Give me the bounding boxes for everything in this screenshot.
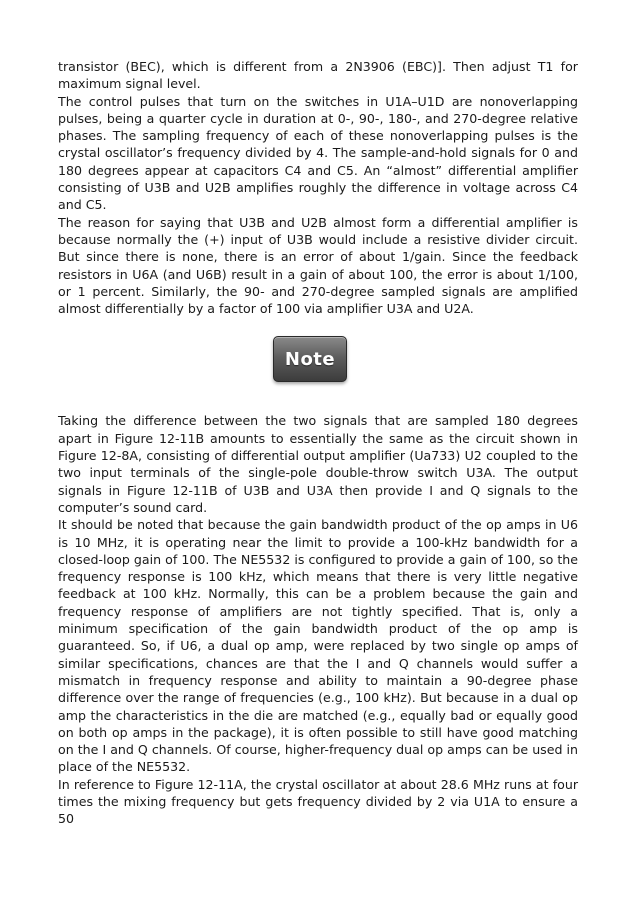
paragraph-control-pulses: The control pulses that turn on the switches in U1A–U1D are nonoverlapping pulses, being a quarter cycle in duration at 0-, 90-, 180-, and 270-degree relative phases. The sampling frequency of each of these nonoverlapping pulses is the crystal oscillator’s frequency divided by 4. The sample-and-hold signals for 0 and 180 degrees appear at capacitors C4 and C5. An “almost” differential amplifier consisting of U3B and U2B amplifies roughly the difference in voltage across C4 and C5. — [58, 93, 578, 213]
note-callout — [58, 317, 578, 412]
note-label: Note — [284, 348, 336, 370]
paragraph-note-body: Taking the difference between the two signals that are sampled 180 degrees apart in Figure 12-11B amounts to essentially the same as the circuit shown in Figure 12-8A, consisting of differential output amplifier (Ua733) U2 coupled to the two input terminals of the single-pole double-throw switch U3A. The output signals in Figure 12-11B of U3B and U3A then provide I and Q signals to the computer’s sound card. — [58, 413, 578, 515]
document-page — [58, 58, 578, 828]
note-icon — [273, 336, 347, 382]
paragraph-transistor-note: transistor (BEC), which is different from a 2N3906 (EBC)]. Then adjust T1 for maximum signal level. — [58, 59, 578, 92]
paragraph-crystal-oscillator: In reference to Figure 12-11A, the crystal oscillator at about 28.6 MHz runs at four times the mixing frequency but gets frequency divided by 2 via U1A to ensure a 50 — [58, 776, 578, 827]
paragraph-gain-bandwidth: It should be noted that because the gain bandwidth product of the op amps in U6 is 10 MHz, it is operating near the limit to provide a 100-kHz bandwidth for a closed-loop gain of 100. The NE5532 is configured to provide a gain of 100, so the frequency response is 100 kHz, which means that there is very little negative feedback at 100 kHz. Normally, this can be a problem because the gain and frequency response of amplifiers are not tightly specified. That is, only a minimum specification of the gain bandwidth product of the op amp is guaranteed. So, if U6, a dual op amp, were replaced by two single op amps of similar specifications, chances are that the I and Q channels would suffer a mismatch in frequency response and ability to maintain a 90-degree phase difference over the range of frequencies (e.g., 100 kHz). But because in a dual op amp the characteristics in the die are matched (e.g., equally bad or equally good on both op amps in the package), it is often possible to still have good matching on the I and Q channels. Of course, higher-frequency dual op amps can be used in place of the NE5532. — [58, 517, 578, 775]
paragraph-differential-amplifier: The reason for saying that U3B and U2B almost form a differential amplifier is because normally the (+) input of U3B would include a resistive divider circuit. But since there is none, there is an error of about 1/gain. Since the feedback resistors in U6A (and U6B) result in a gain of about 100, the error is about 1/100, or 1 percent. Similarly, the 90- and 270-degree sampled signals are amplified almost differentially by a factor of 100 via amplifier U3A and U2A. — [58, 214, 578, 317]
